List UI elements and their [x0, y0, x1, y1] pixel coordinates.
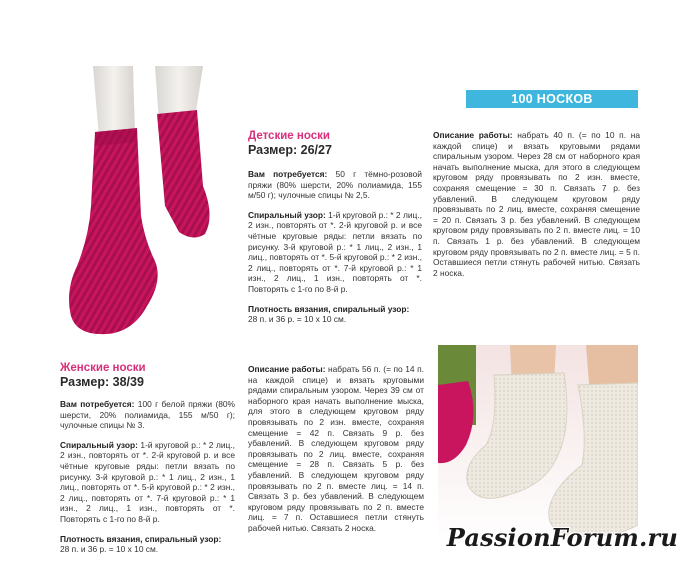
women-materials — [60, 399, 235, 431]
women-desc-text: набрать 56 п. (= по 14 п. на каждой спице) и вязать круговыми рядами спиральным узором. Через 39 см от наборного края начать выполнение мыска, для этого в следующем круговом ряду провязывать по 2 изн. вместе, сохраняя смещение = 42 п. Связать 9 р. без убавлений. В следующем круговом ряду провязывать по 2 лиц. вместе, сохраняя смещение = 28 п. Связать 5 р. без убавлений. В следующем круговом ряду провязывать по 2 п. вместе лиц. = 14 п. Связать 3 р. без убавлений. В следующем круговом ряду провязывать по 2 п. вместе лиц. = 7 п. Оставшиеся петли стянуть рабочей нитью. Связать 2 носка. — [248, 364, 424, 533]
kids-materials — [248, 169, 422, 201]
women-materials-label: Вам потребуется: — [60, 399, 135, 409]
white-socks-illustration — [438, 345, 638, 545]
kids-size: Размер: 26/27 — [248, 143, 332, 157]
banner-label: 100 НОСКОВ — [511, 92, 593, 106]
pink-socks-illustration — [55, 66, 240, 342]
kids-materials-text: 50 г тёмно-розовой пряжи (80% шерсти, 20% полиамида, 155 м/50 г); чулочные спицы № 2,5. — [248, 169, 422, 201]
women-socks-section — [60, 362, 235, 555]
women-density-label: Плотность вязания, спиральный узор: — [60, 533, 222, 544]
women-pattern — [60, 440, 235, 525]
kids-density — [248, 304, 422, 325]
kids-pattern-label: Спиральный узор: — [248, 209, 326, 220]
kids-socks-section — [248, 130, 422, 325]
section-banner — [466, 90, 638, 108]
kids-desc-label: Описание работы: — [433, 130, 513, 140]
women-title: Женские носки — [60, 362, 146, 374]
women-density — [60, 534, 235, 555]
women-materials-text: 100 г белой пряжи (80% шерсти, 20% полиамида, 155 м/50 г); чулочные спицы № 3. — [60, 399, 235, 431]
kids-socks-photo — [55, 66, 240, 342]
women-size: Размер: 38/39 — [60, 375, 144, 389]
women-pattern-label: Спиральный узор: — [60, 439, 138, 450]
kids-title: Детские носки — [248, 130, 330, 142]
kids-desc-text: набрать 40 п. (= по 10 п. на каждой спице) и вязать круговыми рядами спиральным узором. Через 28 см от наборного края начать выполнение мыска, для этого в следующем круговом ряду провязывать по 2 изн. вместе, сохраняя смещение = 30 п. Связать 7 р. без убавлений. В следующем круговом ряду провязывать по 2 лиц. вместе, сохраняя смещение = 20 п. Связать 3 р. без убавлений. В следующем круговом ряду провязывать по 2 п. вместе лиц. = 10 п. Связать 1 р. без убавлений. В следующем круговом ряду провязывать по 2 п. вместе лиц. = 5 п. Оставшиеся петли стянуть рабочей нитью. Связать 2 носка. — [433, 130, 640, 278]
women-description — [248, 364, 424, 534]
kids-pattern-text: 1-й круговой р.: * 2 лиц., 2 изн., повторять от *. 2-й круговой р. и все чётные круговые ряды: петли вязать по рисунку. 3-й круговой р.: * 1 лиц., 2 изн., 1 лиц., повторять от *. 5-й круговой р.: * 2 изн., 2 лиц., повторять от *. 7-й круговой р.: * 1 изн., 2 лиц., 1 изн., повторять от *. Повторять с 1-го по 8-й р. — [248, 209, 422, 294]
watermark: PassionForum.ru — [446, 523, 678, 552]
kids-density-label: Плотность вязания, спиральный узор: — [248, 303, 410, 314]
women-density-text: 28 п. и 36 р. = 10 х 10 см. — [60, 544, 159, 555]
kids-materials-label: Вам потребуется: — [248, 169, 328, 179]
kids-pattern — [248, 210, 422, 295]
women-socks-photo — [438, 345, 638, 545]
kids-description — [433, 130, 640, 278]
women-pattern-text: 1-й круговой р.: * 2 лиц., 2 изн., повторять от *. 2-й круговой р. и все чётные круговые ряды: петли вязать по рисунку. 3-й круговой р.: * 1 лиц., 2 изн., 1 лиц., повторять от *. 5-й круговой р.: * 2 изн., 2 лиц., повторять от *. 7-й круговой р.: * 1 изн., 2 лиц., 1 изн., повторять от *. Повторять с 1-го по 8-й р. — [60, 439, 235, 524]
kids-density-text: 28 п. и 36 р. = 10 х 10 см. — [248, 314, 347, 325]
women-desc-label: Описание работы: — [248, 364, 326, 374]
